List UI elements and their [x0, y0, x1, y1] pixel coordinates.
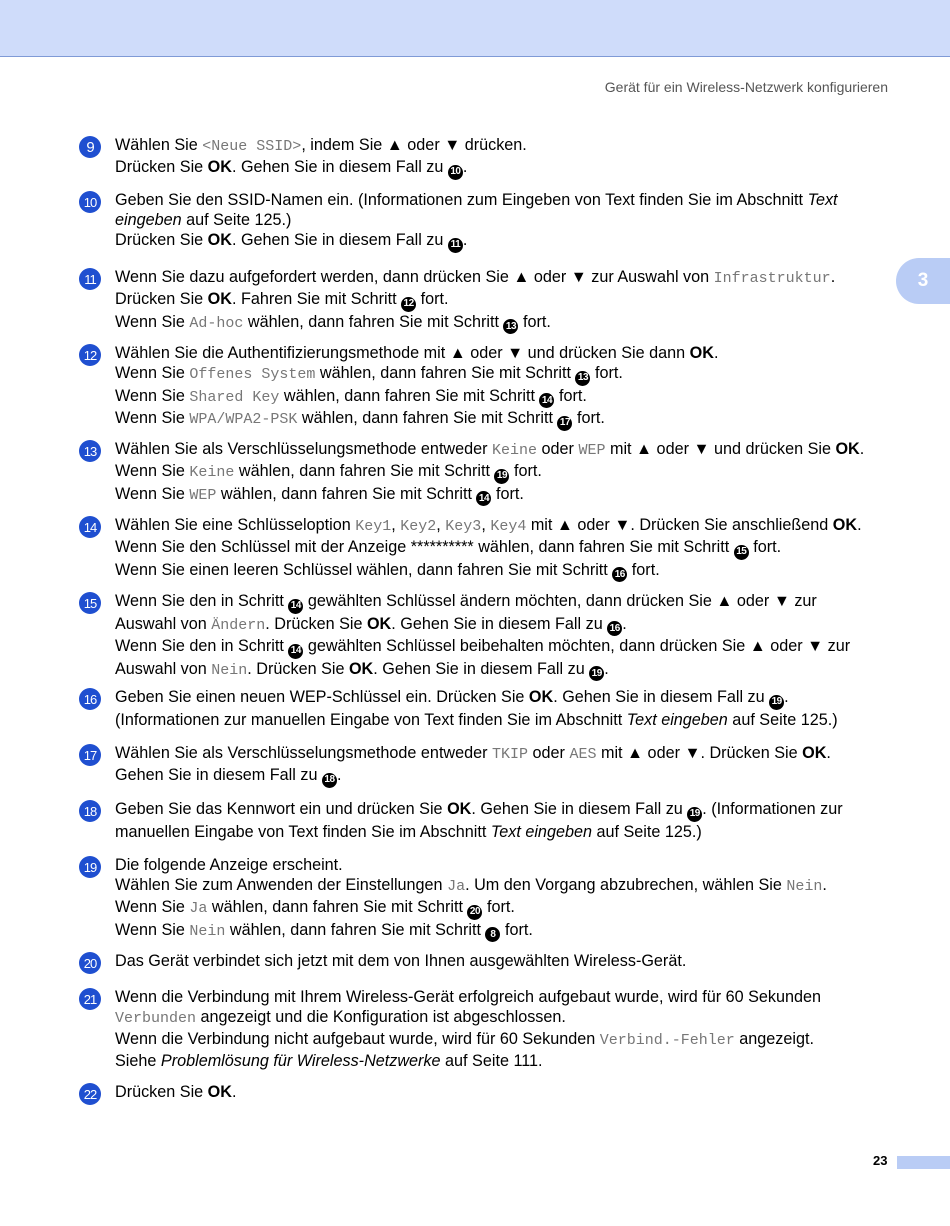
text-run: auf Seite 125.)	[727, 710, 838, 729]
step-line	[115, 157, 895, 180]
step-reference: 17	[557, 416, 572, 431]
text-run: .	[784, 688, 789, 706]
key-label: OK	[835, 440, 860, 458]
step-line	[115, 1029, 895, 1051]
text-run: manuellen Eingabe von Text finden Sie im Abschnitt	[115, 822, 491, 841]
text-run: ,	[436, 516, 446, 534]
text-run: Drücken Sie	[115, 231, 208, 249]
display-text: Keine	[189, 464, 235, 481]
text-run: .	[713, 344, 719, 362]
text-run: oder	[537, 440, 579, 458]
text-run: auf Seite 125.)	[591, 822, 702, 841]
step-line	[115, 267, 895, 289]
step-number-badge: 9	[79, 136, 101, 158]
text-run: Gehen Sie in diesem Fall zu	[115, 766, 322, 784]
text-run: Geben Sie den SSID-Namen ein. (Informationen zum Eingeben von Text finden Sie im Abschnitt	[115, 191, 808, 209]
text-run: auf Seite 111.	[440, 1052, 543, 1070]
step-line	[115, 614, 895, 637]
text-run: mit ▲ oder ▼. Drücken Sie	[596, 744, 803, 762]
step-line	[115, 822, 895, 842]
step-reference: 16	[607, 621, 622, 636]
text-run: Wenn Sie den Schlüssel mit der Anzeige ********** wählen, dann fahren Sie mit Schritt	[115, 538, 734, 556]
display-text: Verbunden	[115, 1010, 197, 1027]
text-run: , indem Sie ▲ oder ▼ drücken.	[301, 136, 527, 154]
step-line	[115, 1082, 895, 1102]
display-text: WPA/WPA2-PSK	[189, 411, 298, 428]
text-run: fort.	[509, 462, 542, 480]
step-line	[115, 439, 895, 461]
step-number-badge: 10	[79, 191, 101, 213]
step-line	[115, 190, 895, 210]
text-run: Wählen Sie die Authentifizierungsmethode mit ▲ oder ▼ und drücken Sie dann	[115, 344, 690, 362]
step-line	[115, 875, 895, 897]
step-text	[115, 687, 895, 730]
step-reference: 10	[448, 165, 463, 180]
key-label: OK	[207, 1083, 232, 1101]
step-line	[115, 951, 895, 971]
display-text: Key3	[445, 518, 482, 535]
step-reference: 15	[734, 545, 749, 560]
step-reference: 14	[288, 599, 303, 614]
step-line	[115, 687, 895, 710]
step-line	[115, 210, 895, 230]
step-reference: 12	[401, 297, 416, 312]
text-run: wählen, dann fahren Sie mit Schritt	[234, 462, 495, 480]
text-run: mit ▲ oder ▼ und drücken Sie	[605, 440, 836, 458]
display-text: AES	[569, 746, 597, 763]
step-text	[115, 591, 895, 681]
step-line	[115, 461, 895, 484]
step-number-badge: 21	[79, 988, 101, 1010]
display-text: Shared Key	[189, 388, 280, 406]
text-run: Wenn Sie	[115, 898, 190, 916]
display-text: Infrastruktur	[713, 270, 831, 287]
step-number-badge: 20	[79, 952, 101, 974]
link-reference: Text	[807, 191, 838, 209]
step-number-badge: 16	[79, 688, 101, 710]
text-run: . Um den Vorgang abzubrechen, wählen Sie	[465, 876, 787, 894]
text-run: . Gehen Sie in diesem Fall zu	[391, 614, 608, 633]
step-line	[115, 659, 895, 682]
text-run: Wenn Sie	[115, 364, 190, 382]
text-run: Auswahl von	[115, 659, 212, 678]
text-run: Wenn Sie	[115, 920, 190, 939]
step-reference: 13	[503, 319, 518, 334]
link-reference: Text eingeben	[626, 710, 728, 729]
text-run: wählen, dann fahren Sie mit Schritt	[279, 386, 540, 405]
text-run: mit ▲ oder ▼. Drücken Sie anschließend	[526, 516, 833, 534]
text-run: .	[604, 659, 609, 678]
text-run: .	[859, 440, 865, 458]
text-run: . Gehen Sie in diesem Fall zu	[471, 800, 688, 818]
text-run: (Informationen zur manuellen Eingabe von Text finden Sie im Abschnitt	[115, 710, 627, 729]
key-label: OK	[447, 800, 472, 818]
step-line	[115, 897, 895, 920]
text-run: fort.	[554, 386, 587, 405]
text-run: .	[826, 744, 831, 762]
text-run: Wenn die Verbindung mit Ihrem Wireless-Gerät erfolgreich aufgebaut wurde, wird für 60 Sekunden	[115, 988, 822, 1006]
step-line	[115, 1051, 895, 1071]
step-number-badge: 22	[79, 1083, 101, 1105]
text-run: wählen, dann fahren Sie mit Schritt	[207, 898, 468, 916]
page-number: 23	[873, 1153, 888, 1168]
key-label: OK	[528, 688, 554, 706]
display-text: Verbind.-Fehler	[599, 1032, 735, 1049]
display-text: Key1	[355, 518, 392, 535]
display-text: Nein	[189, 922, 226, 940]
step-number-badge: 13	[79, 440, 101, 462]
text-run: .	[622, 614, 627, 633]
step-line	[115, 1007, 895, 1029]
text-run: wählen, dann fahren Sie mit Schritt	[225, 920, 486, 939]
step-text	[115, 951, 895, 971]
text-run: gewählten Schlüssel beibehalten möchten, dann drücken Sie ▲ oder ▼ zur	[303, 637, 851, 655]
top-band	[0, 0, 950, 57]
text-run: Wenn Sie den in Schritt	[115, 637, 289, 655]
step-line	[115, 636, 895, 659]
step-line	[115, 408, 895, 431]
step-number-badge: 15	[79, 592, 101, 614]
text-run: fort.	[491, 484, 524, 503]
text-run: .	[857, 516, 862, 534]
step-text	[115, 267, 895, 334]
text-run: Wenn die Verbindung nicht aufgebaut wurde, wird für 60 Sekunden	[115, 1030, 600, 1048]
display-text: Nein	[211, 661, 248, 679]
step-text	[115, 135, 895, 180]
text-run: . Drücken Sie	[265, 614, 367, 633]
text-run: ,	[481, 516, 491, 534]
step-text	[115, 743, 895, 788]
step-text	[115, 987, 895, 1071]
step-text	[115, 439, 895, 506]
text-run: Wenn Sie	[115, 484, 190, 503]
text-run: fort.	[590, 364, 623, 382]
link-reference: Text eingeben	[490, 822, 592, 841]
step-text	[115, 1082, 895, 1102]
text-run: Siehe	[115, 1052, 161, 1070]
page-bar	[897, 1156, 950, 1169]
display-text: WEP	[578, 442, 606, 459]
text-run: Wählen Sie als Verschlüsselungsmethode entweder	[115, 440, 493, 458]
text-run: Wählen Sie eine Schlüsseloption	[115, 516, 356, 534]
display-text: Offenes System	[189, 366, 316, 383]
step-line	[115, 312, 895, 335]
key-label: OK	[207, 290, 232, 308]
key-label: OK	[348, 659, 374, 678]
text-run: Das Gerät verbindet sich jetzt mit dem von Ihnen ausgewählten Wireless-Gerät.	[115, 952, 687, 970]
text-run: angezeigt.	[734, 1030, 814, 1048]
text-run: fort.	[416, 290, 449, 308]
step-line	[115, 920, 895, 943]
text-run: fort.	[482, 898, 515, 916]
text-run: Wenn Sie	[115, 409, 190, 427]
step-line	[115, 799, 895, 822]
step-line	[115, 343, 895, 363]
step-line	[115, 135, 895, 157]
text-run: gewählten Schlüssel ändern möchten, dann drücken Sie ▲ oder ▼ zur	[303, 592, 817, 610]
text-run: Geben Sie einen neuen WEP-Schlüssel ein. Drücken Sie	[115, 688, 529, 706]
text-run: ,	[391, 516, 401, 534]
step-line	[115, 289, 895, 312]
key-label: OK	[207, 231, 232, 249]
step-line	[115, 537, 895, 560]
step-line	[115, 987, 895, 1007]
text-run: Wenn Sie	[115, 386, 190, 405]
link-reference: eingeben	[115, 211, 182, 229]
display-text: TKIP	[492, 746, 529, 763]
step-line	[115, 765, 895, 788]
step-number-badge: 12	[79, 344, 101, 366]
display-text: Ad-hoc	[189, 314, 244, 332]
text-run: . Gehen Sie in diesem Fall zu	[553, 688, 770, 706]
text-run: Wenn Sie	[115, 312, 190, 331]
step-reference: 20	[467, 905, 482, 920]
key-label: OK	[689, 344, 714, 362]
text-run: . Drücken Sie	[247, 659, 349, 678]
text-run: Geben Sie das Kennwort ein und drücken Sie	[115, 800, 448, 818]
text-run: Drücken Sie	[115, 290, 208, 308]
step-line	[115, 363, 895, 386]
step-reference: 19	[769, 695, 784, 710]
step-reference: 14	[288, 644, 303, 659]
text-run: Wählen Sie als Verschlüsselungsmethode entweder	[115, 744, 493, 762]
text-run: fort.	[572, 409, 605, 427]
step-number-badge: 19	[79, 856, 101, 878]
text-run: fort.	[518, 312, 551, 331]
step-line	[115, 560, 895, 583]
step-reference: 13	[575, 371, 590, 386]
step-number-badge: 18	[79, 800, 101, 822]
display-text: Ändern	[211, 616, 266, 634]
key-label: OK	[802, 744, 827, 762]
text-run: Drücken Sie	[115, 158, 208, 176]
step-line	[115, 386, 895, 409]
step-text	[115, 799, 895, 842]
text-run: fort.	[500, 920, 533, 939]
text-run: angezeigt und die Konfiguration ist abgeschlossen.	[196, 1008, 566, 1026]
text-run: . Fahren Sie mit Schritt	[231, 290, 402, 308]
step-reference: 11	[448, 238, 463, 253]
step-text	[115, 855, 895, 942]
text-run: .	[830, 268, 836, 286]
display-text: Nein	[786, 878, 823, 895]
text-run: . Gehen Sie in diesem Fall zu	[231, 231, 448, 249]
step-text	[115, 190, 895, 253]
text-run: Wählen Sie zum Anwenden der Einstellungen	[115, 876, 448, 894]
text-run: . (Informationen zur	[702, 800, 843, 818]
display-text: WEP	[189, 486, 217, 504]
text-run: Wenn Sie einen leeren Schlüssel wählen, dann fahren Sie mit Schritt	[115, 560, 613, 579]
step-reference: 19	[687, 807, 702, 822]
step-line	[115, 230, 895, 253]
text-run: Wählen Sie	[115, 136, 203, 154]
step-reference: 8	[485, 927, 500, 942]
display-text: Keine	[492, 442, 538, 459]
text-run: . Gehen Sie in diesem Fall zu	[373, 659, 590, 678]
text-run: .	[462, 231, 468, 249]
text-run: Wenn Sie	[115, 462, 190, 480]
step-line	[115, 484, 895, 507]
step-line	[115, 710, 895, 730]
text-run: Die folgende Anzeige erscheint.	[115, 856, 343, 874]
step-reference: 16	[612, 567, 627, 582]
text-run: Auswahl von	[115, 614, 212, 633]
running-header: Gerät für ein Wireless-Netzwerk konfigurieren	[604, 79, 888, 95]
step-number-badge: 14	[79, 516, 101, 538]
step-line	[115, 855, 895, 875]
display-text: Ja	[447, 878, 466, 895]
step-number-badge: 11	[79, 268, 101, 290]
key-label: OK	[832, 516, 858, 534]
step-reference: 19	[494, 469, 509, 484]
step-reference: 14	[539, 393, 554, 408]
text-run: oder	[528, 744, 570, 762]
text-run: wählen, dann fahren Sie mit Schritt	[297, 409, 558, 427]
step-number-badge: 17	[79, 744, 101, 766]
step-line	[115, 515, 895, 537]
step-reference: 19	[589, 666, 604, 681]
text-run: .	[231, 1083, 237, 1101]
key-label: OK	[207, 158, 232, 176]
step-text	[115, 515, 895, 582]
display-text: <Neue SSID>	[202, 138, 302, 155]
step-line	[115, 591, 895, 614]
step-line	[115, 743, 895, 765]
display-text: Ja	[189, 900, 208, 917]
step-text	[115, 343, 895, 431]
text-run: Drücken Sie	[115, 1083, 208, 1101]
link-reference: Problemlösung für Wireless-Netzwerke	[160, 1052, 441, 1070]
display-text: Key2	[400, 518, 437, 535]
chapter-tab: 3	[896, 258, 950, 304]
text-run: auf Seite 125.)	[181, 211, 292, 229]
step-reference: 14	[476, 491, 491, 506]
text-run: Wenn Sie dazu aufgefordert werden, dann drücken Sie ▲ oder ▼ zur Auswahl von	[115, 268, 714, 286]
text-run: . Gehen Sie in diesem Fall zu	[231, 158, 448, 176]
text-run: fort.	[748, 538, 782, 556]
text-run: Wenn Sie den in Schritt	[115, 592, 289, 610]
step-reference: 18	[322, 773, 337, 788]
text-run: fort.	[627, 560, 660, 579]
text-run: wählen, dann fahren Sie mit Schritt	[243, 312, 504, 331]
text-run: wählen, dann fahren Sie mit Schritt	[315, 364, 576, 382]
text-run: .	[336, 766, 342, 784]
key-label: OK	[366, 614, 392, 633]
text-run: wählen, dann fahren Sie mit Schritt	[216, 484, 477, 503]
display-text: Key4	[490, 518, 527, 535]
text-run: .	[822, 876, 827, 894]
text-run: .	[462, 158, 468, 176]
